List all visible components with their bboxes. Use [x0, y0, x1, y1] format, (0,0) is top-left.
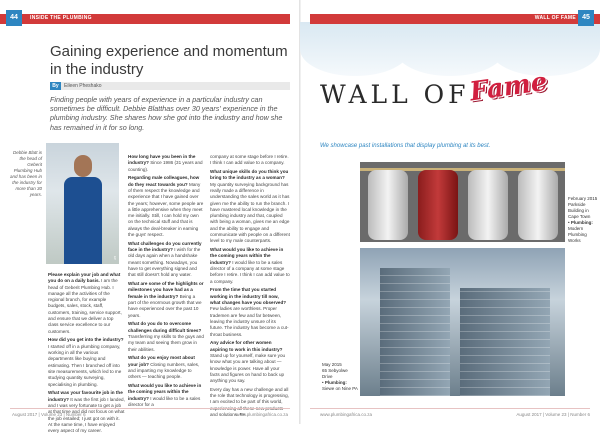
answer: I wish for the old days again when a handshake meant something. Nowadays, you have to get everything signed and that still doesn't hold any water.: [128, 247, 201, 278]
answer: I started off in a plumbing company, working in all the various departments like buying and estimating. Then I branched off into site measurements, which led to me studying quantity surveying, specialising in plumbing.: [48, 343, 122, 387]
answer: company at some stage before I retire. I think I can add value to a company.: [210, 154, 289, 166]
caption-date: May 2015: [322, 362, 342, 367]
geyser-tank: [518, 170, 558, 240]
question: What challenges do you currently face in the industry?: [128, 240, 202, 253]
geyser-tank: [368, 170, 408, 240]
fame-logo: Fame: [467, 66, 550, 108]
photo-caption: Debbie Blatt is the head of Geberit Plumbing Hub and has been in the industry for more than 30 years.: [9, 150, 42, 197]
question: Please explain your job and what you do on a daily basis.: [48, 272, 121, 284]
answer: I am the head of Geberit Plumbing Hub. I manage all the activities of the regional branch, for example budgets, sales, stock, staff, customers, training, service support, and ensure that we deliver a top class service excellence to our customers.: [48, 278, 122, 334]
building-tower: [380, 268, 450, 396]
caption-plumbing-value: Modern Plumbing Works: [568, 226, 587, 243]
answer: It was the first job I landed, and I was very fortunate to get a job at that time and did not focus on what the job entailed; I just got on with it. At the same time, I have enjoyed every aspect of my career.: [48, 396, 125, 434]
right-page: [300, 0, 600, 424]
building-tower: [460, 288, 550, 396]
question: How did you get into the industry?: [48, 337, 124, 343]
question: Any advice for other women aspiring to work in this industry?: [210, 340, 283, 352]
footer-rule: [310, 408, 590, 409]
question: Regarding male colleagues, how do they react towards you?: [128, 175, 200, 187]
footer-issue: August 2017 | Volume 23 | Number 6: [516, 412, 590, 417]
caption-plumbing-label: Plumbing:: [324, 380, 347, 385]
answer: Being a part of the enormous growth that we have experienced over the past 10 years.: [128, 293, 202, 318]
installation-photo-tanks: [360, 162, 565, 242]
question: From the time that you started working in the industry till now, what changes have you observed?: [210, 287, 287, 306]
red-pump-unit: [418, 170, 458, 240]
wall-subtitle: We showcase past installations that display plumbing at its best.: [320, 143, 491, 149]
author-name: Eileen Pheshako: [64, 83, 102, 89]
question: How long have you been in the industry?: [128, 154, 196, 166]
question: What would you like to achieve in the coming years within the industry?: [210, 247, 284, 265]
caption-place: 65 Sebyolwe Drive: [322, 368, 348, 379]
question: What unique skills do you think you bring to the industry as a woman?: [210, 169, 289, 181]
caption-top: February 2015 Parkside Building in Cape Town • Plumbing: Modern Plumbing Works: [568, 196, 598, 243]
footer-issue: August 2017 | Volume 23 | Number 6: [12, 412, 86, 417]
page-number: 45: [578, 10, 594, 26]
person-figure: [64, 155, 102, 264]
caption-bottom: May 2015 65 Sebyolwe Drive • Plumbing: Siewe on Nine PA: [322, 362, 358, 391]
question: What do you do to overcome challenges during difficult times?: [128, 321, 202, 333]
question: What are some of the highlights or milestones you have had as a female in the industry?: [128, 281, 204, 299]
article-intro: Finding people with years of experience in a particular industry can sometimes be difficult. Debbie Blatthas over 30 years' experience in the plumbing industry. She shares how she got into the industry and how she has remained in it for so long.: [50, 95, 283, 132]
article-title: Gaining experience and momentum in the industry: [50, 43, 288, 78]
curtain-drape-left: [300, 22, 410, 76]
geyser-tank: [468, 170, 508, 240]
section-label: INSIDE THE PLUMBING: [30, 15, 92, 21]
answer: My quantity surveying background has really made a difference in understanding the sales world as it has given me the ability to run the branch. I have mastered local knowledge in the plumbing industry and that, coupled with being a woman, gives me an edge and the ability to engage and communicate with people on a different level to my male counterparts.: [210, 181, 290, 244]
answer: I would like to be a sales director for a: [128, 395, 201, 407]
answer: Since 1986 (31 years and counting).: [128, 160, 203, 172]
caption-plumbing-label: Plumbing:: [570, 220, 593, 225]
question: What would you like to achieve in the coming years within the industry?: [128, 383, 202, 401]
text-column-3: [210, 154, 290, 421]
caption-place: Parkside Building in Cape Town: [568, 202, 591, 219]
installation-photo-building: [360, 248, 565, 396]
person-body: [64, 177, 102, 264]
byline: [50, 82, 290, 90]
curtain-drape-middle: [395, 22, 505, 76]
answer: Many of them respect the knowledge and experience that I have gained over the years; however, some people are a little apprehensive when they meet me initially. Still, I can hold my own on the technical stuff and that is always the deal-breaker in earning the guys' respect.: [128, 181, 204, 238]
answer: Every day has a new challenge and all the role that technology is progressing, I am excited to be part of this world, and solutions. PA: [210, 386, 289, 418]
left-page: [0, 0, 300, 434]
footer-rule: [10, 408, 290, 409]
page-number: 44: [6, 10, 22, 26]
wall-title: WALL OF: [320, 80, 470, 109]
caption-plumbing-value: Siewe on Nine PA: [322, 386, 358, 391]
answer: Transferring my skills to the guys and my team and seeing them grow in their abilities.: [128, 334, 204, 352]
answer: Stand up for yourself, make sure you know what you are talking about — knowledge is power. Have all your facts and figures on hand to back up anything you say.: [210, 352, 286, 384]
answer: Few ladies are worthless. Proper trademen are few and far between, leaving the industry unsure of its future. The industry has become a cut-throat business.: [210, 306, 289, 337]
person-head: [74, 155, 92, 177]
footer-website: www.plumbingafrica.co.za: [235, 412, 288, 417]
section-label: WALL OF FAME: [534, 15, 576, 21]
answer: I would like to be a sales director of a company at some stage before I retire. I think I can add value to a company.: [210, 259, 290, 284]
question: What do you enjoy most about your job?: [128, 355, 195, 367]
photo-credit: EP: [113, 255, 117, 260]
portrait-photo: [46, 143, 119, 264]
byline-tag: By: [50, 82, 61, 90]
answer: Closing numbers, sales, and imparting my knowledge to others — teaching people.: [128, 361, 200, 380]
caption-date: February 2015: [568, 196, 598, 201]
footer-website: www.plumbingafrica.co.za: [320, 412, 373, 417]
question: What was your favourite job in the industry?: [48, 390, 123, 402]
text-column-2: [128, 154, 204, 411]
